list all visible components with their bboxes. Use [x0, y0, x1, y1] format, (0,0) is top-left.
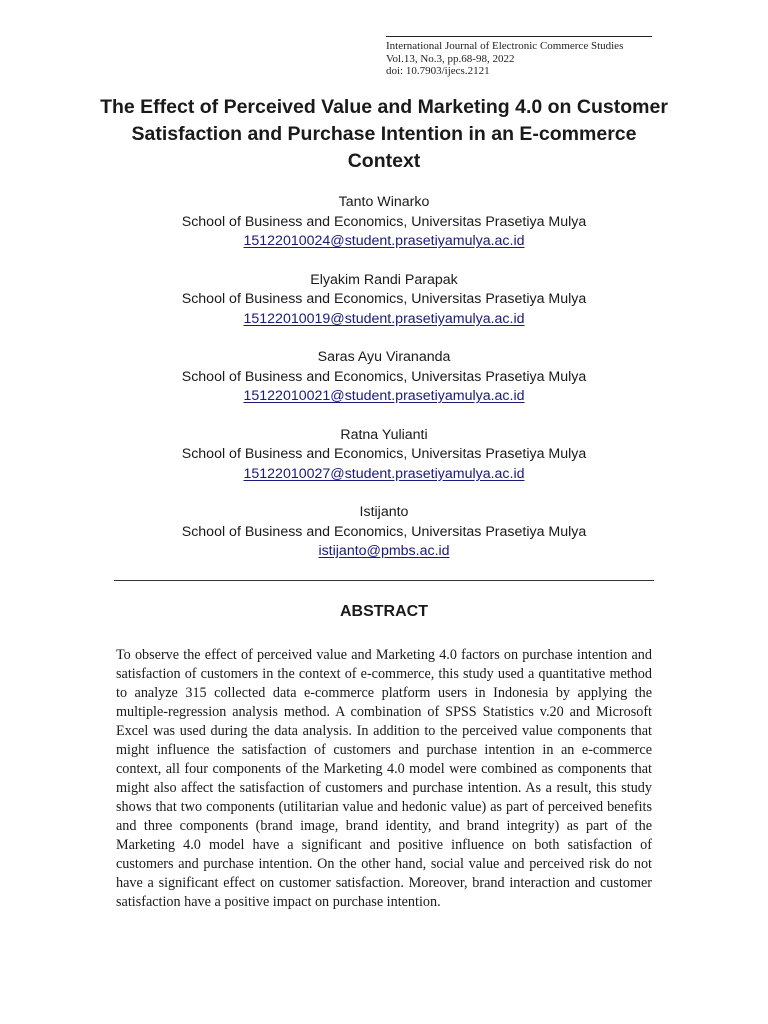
- author-block: [84, 426, 684, 485]
- author-block: [84, 271, 684, 330]
- journal-name: International Journal of Electronic Commerce Studies: [386, 40, 624, 52]
- journal-volume: Vol.13, No.3, pp.68-98, 2022: [386, 52, 515, 65]
- author-affiliation: School of Business and Economics, Universitas Prasetiya Mulya: [181, 368, 587, 385]
- author-email-link[interactable]: 15122010024@student.prasetiyamulya.ac.id: [243, 233, 525, 249]
- author-email-link[interactable]: 15122010021@student.prasetiyamulya.ac.id: [243, 388, 525, 404]
- author-name: Saras Ayu Virananda: [317, 349, 451, 365]
- author-list: [84, 193, 684, 581]
- author-block: [84, 193, 684, 252]
- author-affiliation: School of Business and Economics, Universitas Prasetiya Mulya: [181, 523, 587, 540]
- author-block: [84, 503, 684, 562]
- author-block: [84, 348, 684, 407]
- author-name: Elyakim Randi Parapak: [310, 271, 458, 288]
- section-divider: [114, 580, 654, 581]
- author-email-link[interactable]: 15122010019@student.prasetiyamulya.ac.id: [243, 310, 525, 327]
- journal-header: [386, 36, 652, 78]
- paper-title: The Effect of Perceived Value and Marketing 4.0 on Customer Satisfaction and Purchase Intention in an E-commerce Context: [100, 96, 668, 172]
- author-affiliation: School of Business and Economics, Universitas Prasetiya Mulya: [181, 291, 587, 307]
- author-affiliation: School of Business and Economics, Universitas Prasetiya Mulya: [181, 446, 587, 462]
- abstract-heading: ABSTRACT: [340, 603, 428, 620]
- author-email-link[interactable]: 15122010027@student.prasetiyamulya.ac.id: [243, 465, 525, 482]
- author-email-link[interactable]: istijanto@pmbs.ac.id: [318, 543, 450, 559]
- author-name: Ratna Yulianti: [340, 426, 428, 443]
- author-affiliation: School of Business and Economics, Universitas Prasetiya Mulya: [181, 213, 587, 230]
- abstract-text: To observe the effect of perceived value and Marketing 4.0 factors on purchase intention and satisfaction of customers in the context of e-commerce, this study used a quantitative method to analyze 315 collected data e-commerce platform users in Indonesia by applying the multiple-regression analysis method. A combination of SPSS Statistics v.20 and Microsoft Excel was used during the data analysis. In addition to the perceived value components that might influence the satisfaction of customers and purchase intention in an e-commerce context, all four components of the Marketing 4.0 model were combined as components that might also affect the satisfaction of customers and purchase intention. As a result, this study shows that two components (utilitarian value and hedonic value) as part of perceived benefits and three components (brand image, brand identity, and brand integrity) as part of the Marketing 4.0 model have a significant and positive influence on both satisfaction of customers and purchase intention. On the other hand, social value and perceived risk do not have a significant effect on customer satisfaction. Moreover, brand interaction and customer satisfaction have a positive impact on purchase intention.: [116, 647, 652, 910]
- journal-doi: doi: 10.7903/ijecs.2121: [386, 65, 490, 77]
- author-name: Tanto Winarko: [338, 194, 430, 210]
- author-name: Istijanto: [359, 504, 409, 520]
